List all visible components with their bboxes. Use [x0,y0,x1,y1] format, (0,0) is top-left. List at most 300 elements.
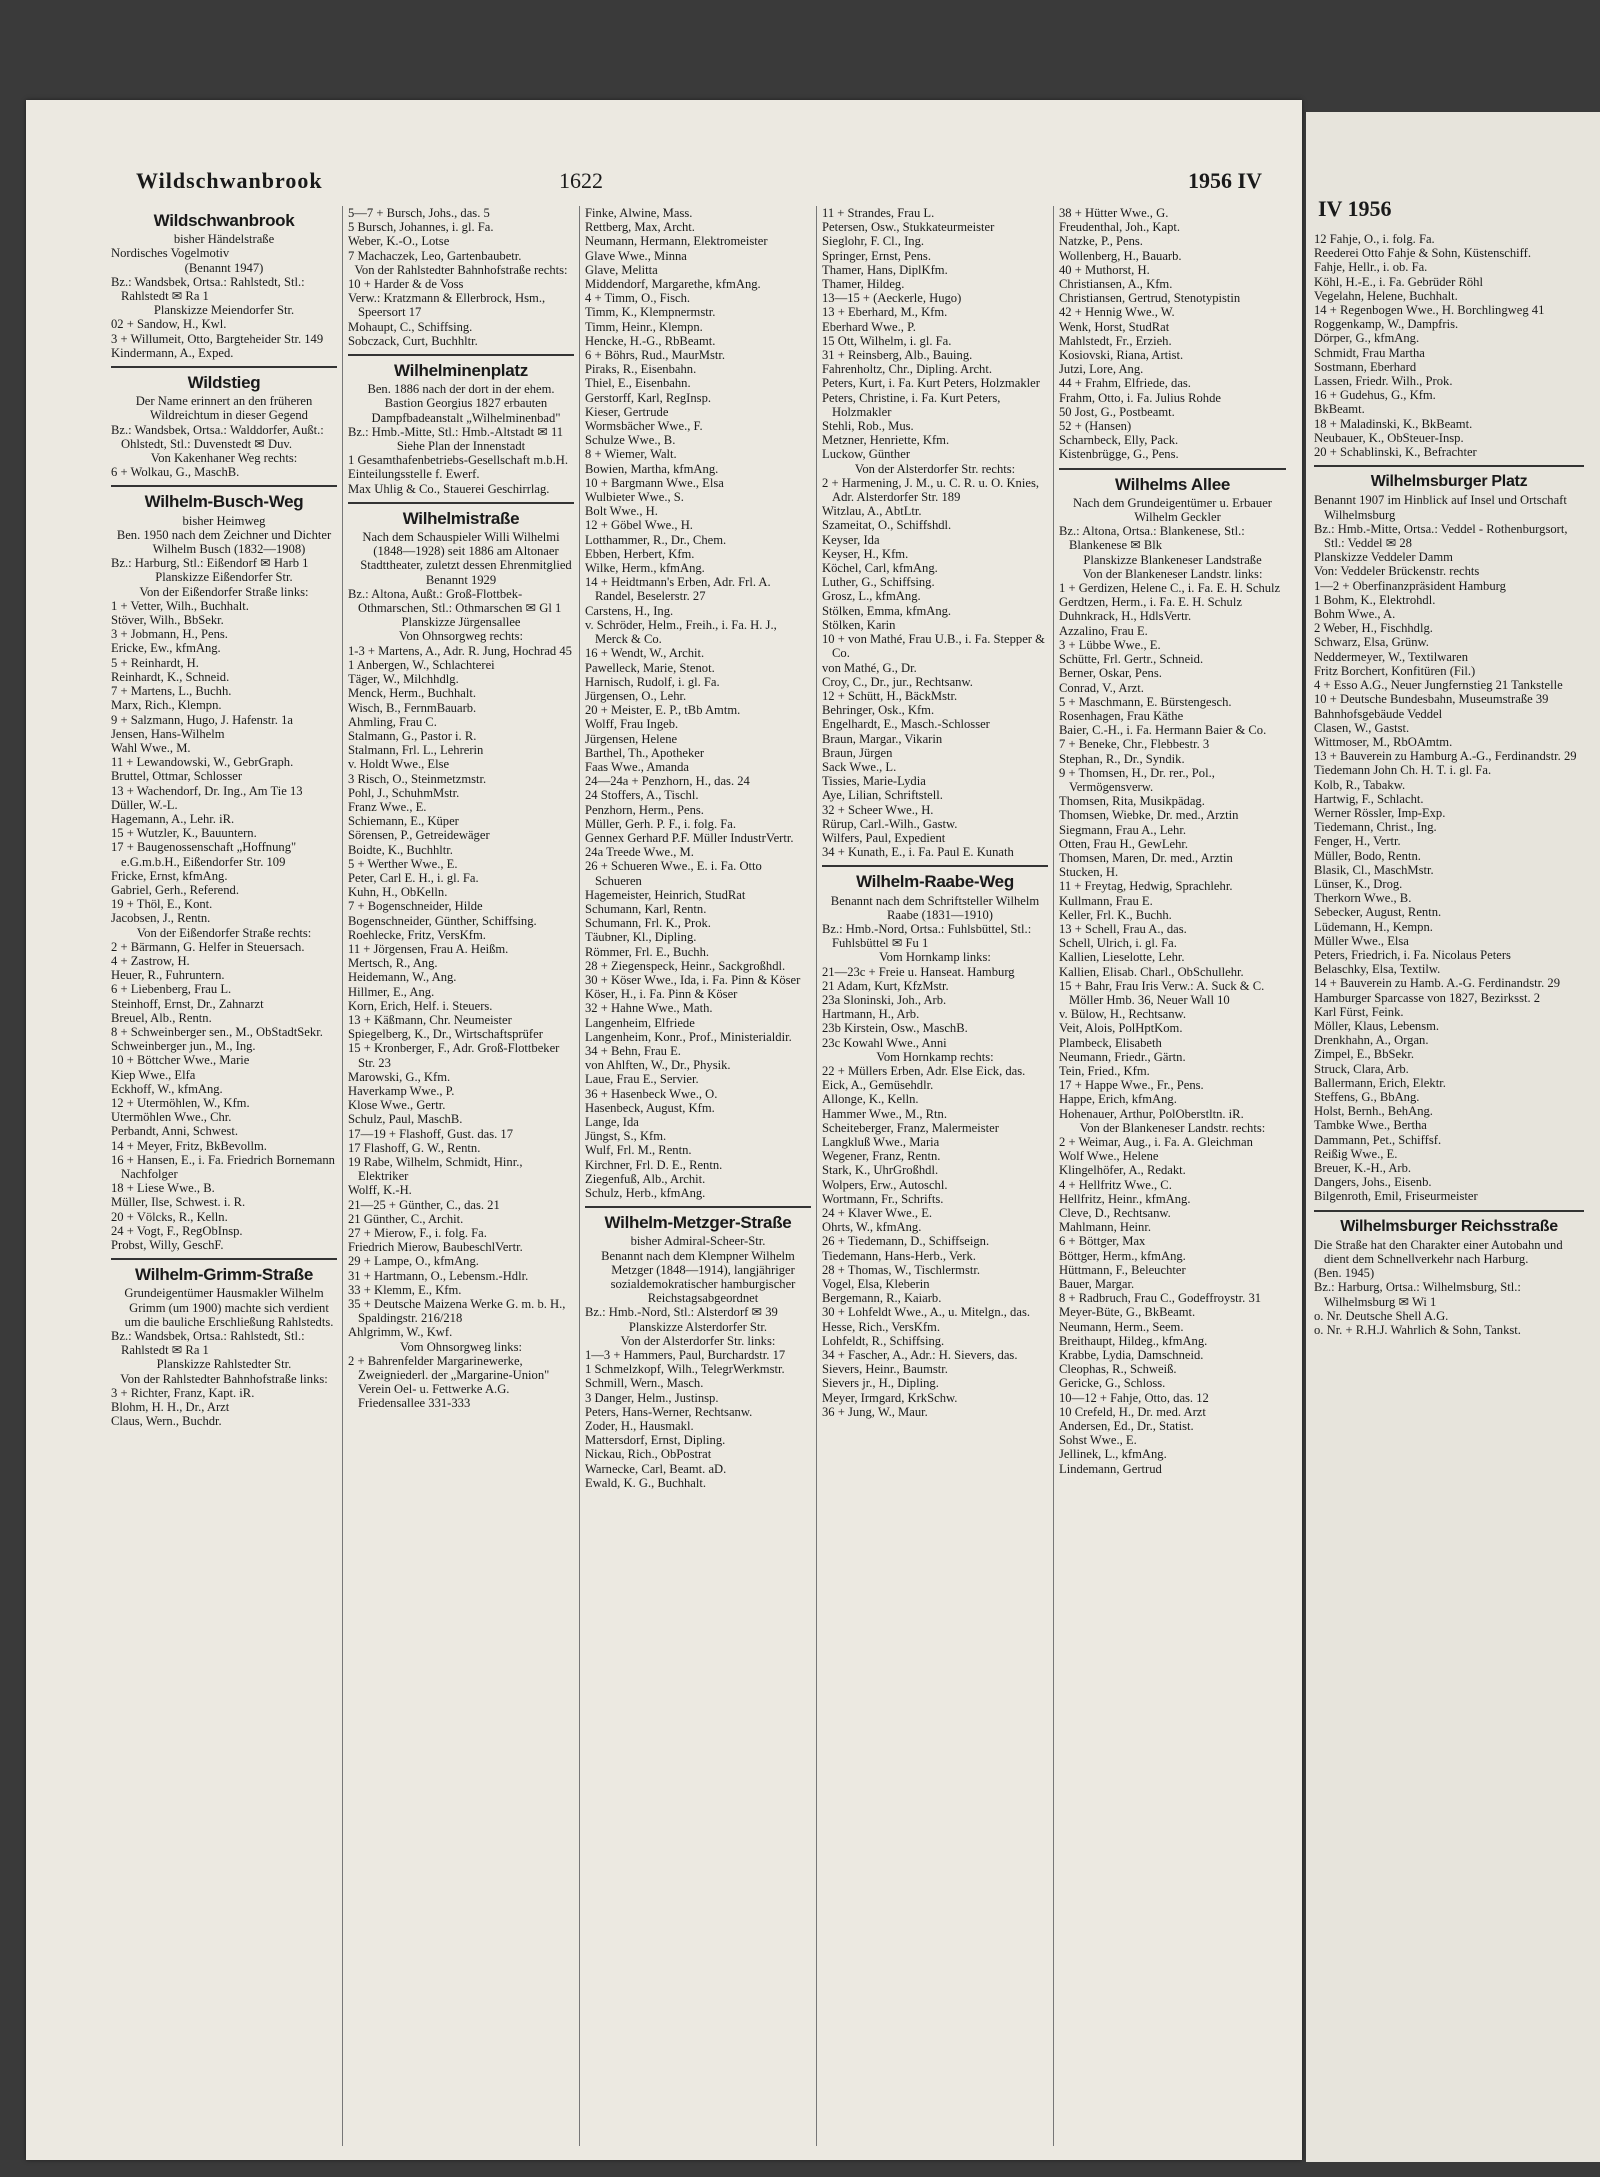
directory-entry: Hesse, Rich., VersKfm. [822,1319,940,1334]
directory-entry: Thomsen, Rita, Musikpädag. [1059,794,1205,809]
directory-entry: Planskizze Eißendorfer Str. [155,570,293,585]
directory-entry: Schumann, Karl, Rentn. [585,901,707,916]
street-heading: Wilhelminenplatz [394,361,528,381]
directory-column [106,206,343,2146]
street-heading: Wilhelmsburger Reichsstraße [1340,1217,1558,1235]
directory-entry: Täubner, Kl., Dipling. [585,930,697,945]
directory-entry: 21 Günther, C., Archit. [348,1211,464,1226]
directory-entry: Keller, Frl. K., Buchh. [1059,907,1172,922]
directory-entry: 20 + Meister, E. P., tBb Amtm. [585,703,741,718]
directory-entry: Timm, Heinr., Klempn. [585,319,703,334]
directory-entry: Köser, H., i. Fa. Pinn & Köser [585,987,738,1002]
directory-entry: Bahnhofsgebäude Veddel [1314,706,1443,721]
directory-entry: Steffens, G., BbAng. [1314,1089,1420,1104]
directory-entry: Steinhoff, Ernst, Dr., Zahnarzt [111,996,264,1011]
directory-entry: Benannt nach dem Klempner Wilhelm Metzger (1848—1914), langjähriger sozialdemokratischer hamburgischer Reichstagsabgeordnet [601,1248,796,1306]
directory-entry: 26 + Schueren Wwe., E. i. Fa. Otto Schueren [585,859,762,888]
directory-entry: Conrad, V., Arzt. [1059,680,1144,695]
directory-entry: 24 Stoffers, A., Tischl. [585,788,699,803]
directory-entry: Schiemann, E., Küper [348,814,459,829]
directory-entry: Spiegelberg, K., Dr., Wirtschaftsprüfer [348,1027,543,1042]
directory-entry: Probst, Willy, GeschF. [111,1238,224,1253]
directory-entry: Reißig Wwe., E. [1314,1146,1398,1161]
directory-entry: 15 + Wutzler, K., Bauuntern. [111,826,257,841]
directory-entry: 35 + Deutsche Maizena Werke G. m. b. H., Spaldingstr. 216/218 [348,1297,566,1326]
directory-entry: Bolt Wwe., H. [585,504,658,519]
street-heading: Wildschwanbrook [153,211,295,230]
street-heading: Wilhelmsburger Platz [1370,473,1528,491]
directory-entry: Bz.: Wandsbek, Ortsa.: Rahlstedt, Stl.: Rahlstedt ✉ Ra 1 [111,1329,305,1358]
directory-entry: Ewald, K. G., Buchhalt. [585,1475,707,1490]
directory-column [343,206,580,2146]
directory-entry: Happe, Erich, kfmAng. [1059,1092,1177,1107]
directory-entry: Peters, Friedrich, i. Fa. Nicolaus Peters [1314,947,1511,962]
directory-entry: Struck, Clara, Arb. [1314,1061,1409,1076]
directory-entry: Hartwig, F., Schlacht. [1314,791,1424,806]
directory-entry: Bowien, Martha, kfmAng. [585,461,719,476]
directory-entry: Von der Eißendorfer Straße rechts: [136,925,312,940]
directory-entry: Roehlecke, Fritz, VersKfm. [348,927,486,942]
directory-entry: 21—25 + Günther, C., das. 21 [348,1197,500,1212]
directory-entry: Schulz, Herb., kfmAng. [585,1186,706,1201]
directory-entry: Sieglohr, F. Cl., Ing. [822,234,925,249]
directory-entry: Stölken, Karin [822,617,896,632]
directory-entry: Lange, Ida [585,1115,639,1129]
directory-entry: Von der Eißendorfer Straße links: [139,584,309,599]
directory-entry: Plambeck, Elisabeth [1059,1035,1162,1050]
directory-entry: Neddermeyer, W., Textilwaren [1314,649,1469,664]
directory-entry: Baier, C.-H., i. Fa. Hermann Baier & Co. [1059,723,1267,738]
directory-entry: Köchel, Carl, kfmAng. [822,561,938,576]
directory-entry: Planskizze Rahlstedter Str. [156,1357,292,1372]
directory-entry: o. Nr. + R.H.J. Wahrlich & Sohn, Tankst. [1314,1323,1521,1338]
directory-entry: Natzke, P., Pens. [1059,234,1143,249]
directory-entry: Wulf, Frl. M., Rentn. [585,1143,692,1158]
directory-entry: Krabbe, Lydia, Damschneid. [1059,1348,1204,1363]
directory-entry: Thamer, Hans, DiplKfm. [822,262,948,277]
directory-entry: Franz Wwe., E. [348,799,427,814]
directory-entry: Frahm, Otto, i. Fa. Julius Rohde [1059,390,1221,405]
directory-entry: 12 + Göbel Wwe., H. [585,518,693,533]
directory-entry: Wilke, Herm., kfmAng. [585,561,705,576]
directory-entry: Bohm Wwe., A. [1314,607,1396,622]
page-left [26,100,1302,2160]
directory-entry: Wisch, B., FernmBauarb. [348,700,477,715]
directory-entry: Peters, Christine, i. Fa. Kurt Peters, Holzmakler [822,390,1001,419]
directory-entry: Hammer Wwe., M., Rtn. [822,1106,947,1121]
directory-entry: 7 + Bogenschneider, Hilde [348,899,483,914]
directory-entry: Carstens, H., Ing. [585,603,674,618]
directory-entry: Menck, Herm., Buchhalt. [348,686,477,701]
directory-entry: 4 + Esso A.G., Neuer Jungfernstieg 21 Tankstelle [1314,678,1563,693]
directory-entry: BkBeamt. [1314,402,1365,417]
directory-entry: Planskizze Veddeler Damm [1314,550,1453,565]
directory-entry: Planskizze Meiendorfer Str. [153,303,295,318]
directory-entry: 32 + Scheer Wwe., H. [822,802,934,817]
directory-entry: 17 + Baugenossenschaft „Hoffnung" e.G.m.b.H., Eißendorfer Str. 109 [111,840,297,869]
directory-entry: Heuer, R., Fuhruntern. [111,968,225,983]
directory-entry: Lindemann, Gertrud [1059,1461,1162,1476]
directory-entry: Breuel, Alb., Rentn. [111,1010,212,1025]
directory-entry: Langkluß Wwe., Maria [822,1135,940,1149]
directory-entry: Holst, Bernh., BehAng. [1314,1104,1433,1119]
directory-entry: Jutzi, Lore, Ang. [1059,362,1144,377]
directory-entry: Bz.: Altona, Außt.: Groß-Flottbek-Othmarschen, Stl.: Othmarschen ✉ Gl 1 [348,586,562,616]
directory-entry: Jellinek, L., kfmAng. [1059,1447,1167,1462]
directory-entry: 10 + Harder & de Voss [348,277,464,292]
directory-entry: Blohm, H. H., Dr., Arzt [111,1400,230,1415]
directory-entry: Mahlstedt, Fr., Erzieh. [1059,333,1172,348]
directory-entry: 17 + Happe Wwe., Fr., Pens. [1059,1078,1204,1093]
page-header [136,168,1282,198]
header-year: 1956 IV [1188,168,1262,193]
directory-entry: 14 + Meyer, Fritz, BkBevollm. [111,1138,267,1153]
directory-columns [106,206,1291,2146]
directory-entry: Kolb, R., Tabakw. [1314,777,1406,792]
directory-entry: Langenheim, Konr., Prof., Ministerialdir. [585,1029,792,1044]
directory-entry: Ahmling, Frau C. [348,714,437,729]
directory-entry: Neumann, Herm., Seem. [1059,1319,1184,1334]
directory-entry: Ben. 1886 nach der dort in der ehem. Bastion Georgius 1827 erbauten Dampfbadeanstalt „Wilhelminenbad" [367,382,561,425]
directory-entry: Gerstorff, Karl, RegInsp. [585,390,712,405]
directory-entry: Sohst Wwe., E. [1059,1433,1137,1448]
directory-entry: Hasenbeck, August, Kfm. [585,1100,715,1115]
directory-entry: 21 Adam, Kurt, KfzMstr. [822,978,949,993]
directory-entry: 28 + Thomas, W., Tischlermstr. [822,1262,981,1277]
section-divider [111,1258,337,1260]
directory-entry: Croy, C., Dr., jur., Rechtsanw. [822,674,973,689]
directory-entry: Tiedemann, Christ., Ing. [1314,820,1437,835]
directory-column [580,206,817,2146]
directory-entry: 3 + Willumeit, Otto, Bargteheider Str. 149 [111,331,324,346]
directory-entry: Lünser, K., Drog. [1314,876,1403,891]
directory-entry: Cleophas, R., Schweiß. [1059,1362,1177,1377]
directory-entry: Der Name erinnert an den früheren Wildreichtum in dieser Gegend [135,394,313,423]
directory-entry: 24—24a + Penzhorn, H., das. 24 [585,774,750,789]
directory-entry: Thomsen, Maren, Dr. med., Arztin [1059,850,1233,865]
directory-entry: Tiedemann, Hans-Herb., Verk. [822,1248,976,1263]
section-divider [348,502,574,504]
directory-entry: Perbandt, Anni, Schwest. [111,1124,238,1139]
directory-entry: 30 + Köser Wwe., Ida, i. Fa. Pinn & Köser [585,972,801,987]
directory-entry: 6 + Böhrs, Rud., MaurMstr. [585,348,726,363]
directory-entry: Lohfeldt, R., Schiffsing. [822,1333,945,1348]
directory-entry: Lotthammer, R., Dr., Chem. [585,532,727,547]
directory-entry: 7 + Beneke, Chr., Flebbestr. 3 [1059,737,1210,752]
directory-entry: 5 + Maschmann, E. Bürstengesch. [1059,694,1232,709]
directory-entry: Faas Wwe., Amanda [585,759,689,774]
section-divider [822,865,1048,867]
directory-entry: Luckow, Günther [822,447,911,462]
directory-entry: Vom Ohnsorgweg links: [400,1339,522,1354]
directory-entry: 11 + Lewandowski, W., GebrGraph. [111,755,294,770]
directory-entry: 23a Sloninski, Joh., Arb. [822,992,947,1007]
directory-entry: Korn, Erich, Helf. i. Steuers. [348,998,493,1013]
directory-entry: Ebben, Herbert, Kfm. [585,546,695,561]
directory-entry: Hagemann, A., Lehr. iR. [111,811,235,826]
directory-entry: Harnisch, Rudolf, i. gl. Fa. [585,674,720,689]
directory-entry: Sostmann, Eberhard [1314,359,1417,374]
directory-entry: 5 + Werther Wwe., E. [348,856,458,871]
directory-entry: Stark, K., UhrGroßhdl. [822,1163,939,1178]
directory-entry: Siegmann, Frau A., Lehr. [1059,822,1186,837]
street-heading: Wilhelm-Grimm-Straße [134,1265,314,1285]
directory-entry: Müller, Gerh. P. F., i. folg. Fa. [585,816,737,831]
directory-entry: Schmidt, Frau Martha [1314,345,1425,360]
directory-entry: Wolf Wwe., Helene [1059,1149,1159,1164]
directory-entry: Ballermann, Erich, Elektr. [1314,1075,1446,1090]
directory-entry: Veit, Alois, PolHptKom. [1059,1021,1183,1036]
directory-entry: Marx, Rich., Klempn. [111,698,222,713]
directory-entry: 4 + Timm, O., Fisch. [585,291,691,306]
directory-entry: 16 + Gudehus, G., Kfm. [1314,388,1436,403]
directory-entry: 3 Risch, O., Steinmetzmstr. [348,771,487,786]
directory-entry: 20 + Schablinski, K., Befrachter [1314,445,1477,460]
directory-entry: Bergemann, R., Kaiarb. [822,1291,942,1306]
directory-entry: Marowski, G., Kfm. [348,1069,451,1084]
directory-entry: 7 + Martens, L., Buchh. [111,684,232,699]
directory-entry: 02 + Sandow, H., Kwl. [111,317,227,332]
directory-entry: Kiep Wwe., Elfa [111,1067,196,1082]
directory-entry: Bauer, Margar. [1059,1277,1135,1292]
directory-entry: Duhnkrack, H., HdlsVertr. [1059,609,1192,624]
directory-entry: Freudenthal, Joh., Kapt. [1059,220,1181,235]
directory-entry: Rosenhagen, Frau Käthe [1059,708,1184,723]
directory-column [1054,206,1291,2146]
directory-entry: Düller, W.-L. [111,797,178,812]
directory-entry: Gerdtzen, Herm., i. Fa. E. H. Schulz [1059,595,1242,610]
directory-entry: 10 + von Mathé, Frau U.B., i. Fa. Stepper & Co. [822,632,1045,661]
directory-entry: Rürup, Carl.-Wilh., Gastw. [822,816,958,831]
directory-entry: Von der Alsterdorfer Str. links: [620,1333,776,1348]
directory-entry: 20 + Völcks, R., Kelln. [111,1209,228,1224]
directory-entry: Lassen, Friedr. Wilh., Prok. [1314,374,1453,389]
directory-entry: 1-3 + Martens, A., Adr. R. Jung, Hochrad 45 [348,643,572,658]
directory-entry: 12 Fahje, O., i. folg. Fa. [1314,232,1435,246]
directory-entry: Therkorn Wwe., B. [1314,891,1412,906]
directory-entry: 14 + Heidtmann's Erben, Adr. Frl. A. Randel, Beselerstr. 27 [585,575,771,604]
directory-entry: Belaschky, Elsa, Textilw. [1314,962,1441,977]
directory-entry: Grundeigentümer Hausmakler Wilhelm Grimm (um 1900) machte sich verdient um die bauliche Erschließung Rahlstedts. [124,1286,334,1329]
directory-entry: Timm, K., Klempnermstr. [585,305,716,320]
directory-entry: Von: Veddeler Brückenstr. rechts [1314,564,1480,579]
directory-entry: 16 + Wendt, W., Archit. [585,646,705,661]
directory-entry: 18 + Liese Wwe., B. [111,1181,215,1196]
directory-entry: 31 + Hartmann, O., Lebensm.-Hdlr. [348,1268,529,1283]
page2-header: IV 1956 [1318,196,1392,221]
directory-entry: 44 + Frahm, Elfriede, das. [1059,376,1191,391]
directory-entry: 29 + Lampe, O., kfmAng. [348,1254,479,1269]
directory-entry: Barthel, Th., Apotheker [585,745,705,760]
directory-entry: Tiedemann John Ch. H. T. i. gl. Fa. [1314,763,1492,778]
directory-entry: 8 + Wiemer, Walt. [585,447,677,462]
directory-entry: Schulz, Paul, MaschB. [348,1112,463,1127]
directory-entry: Jüngst, S., Kfm. [585,1129,667,1144]
directory-entry: v. Bülow, H., Rechtsanw. [1059,1007,1186,1022]
directory-entry: 6 + Liebenberg, Frau L. [111,982,232,997]
street-heading: Wilhelm-Metzger-Straße [604,1213,792,1233]
directory-entry: Szameitat, O., Schiffshdl. [822,518,952,533]
directory-entry: Kosiovski, Riana, Artist. [1059,348,1184,363]
directory-entry: 13 + Bauverein zu Hamburg A.-G., Ferdinandstr. 29 [1314,749,1577,764]
directory-entry: Langenheim, Elfriede [585,1015,695,1030]
directory-entry: Wenk, Horst, StudRat [1059,319,1170,334]
directory-entry: 10 Crefeld, H., Dr. med. Arzt [1059,1404,1206,1419]
directory-entry: Ohrts, W., kfmAng. [822,1220,922,1235]
directory-entry: Benannt 1907 im Hinblick auf Insel und Ortschaft Wilhelmsburg [1314,493,1567,522]
directory-entry: 33 + Klemm, E., Kfm. [348,1282,462,1297]
directory-entry: Mattersdorf, Ernst, Dipling. [585,1433,726,1448]
directory-entry: Bz.: Wandsbek, Ortsa.: Walddorfer, Außt.: Ohlstedt, Stl.: Duvenstedt ✉ Duv. [111,422,324,451]
directory-entry: Hüttmann, F., Beleuchter [1059,1262,1186,1277]
section-divider [111,485,337,487]
section-divider [585,1206,811,1208]
directory-entry: Peters, Hans-Werner, Rechtsanw. [585,1404,753,1419]
directory-entry: Stucken, H. [1059,865,1119,880]
directory-entry: Wahl Wwe., M. [111,740,191,755]
directory-entry: 40 + Muthorst, H. [1059,262,1150,277]
directory-entry: 1 Anbergen, W., Schlachterei [348,657,495,672]
directory-entry: von Ahlften, W., Dr., Physik. [585,1058,731,1073]
directory-entry: Reederei Otto Fahje & Sohn, Küstenschiff. [1314,246,1531,261]
directory-entry: Sievers jr., H., Dipling. [822,1376,939,1391]
directory-entry: 38 + Hütter Wwe., G. [1059,206,1169,220]
directory-entry: Werner Rössler, Imp-Exp. [1314,805,1446,820]
directory-entry: Glave, Melitta [585,262,658,277]
directory-entry: Scharnbeck, Elly, Pack. [1059,433,1179,448]
directory-entry: Ben. 1950 nach dem Zeichner und Dichter Wilhelm Busch (1832—1908) [116,527,332,557]
directory-entry: Ericke, Ew., kfmAng. [111,641,221,656]
directory-entry: Keyser, Ida [822,532,880,547]
directory-entry: Kullmann, Frau E. [1059,893,1153,908]
directory-entry: 6 + Wolkau, G., MaschB. [111,465,240,480]
directory-entry: Boidte, K., Buchhltr. [348,842,453,857]
directory-entry: 23c Kowahl Wwe., Anni [822,1035,947,1050]
directory-entry: Von der Rahlstedter Bahnhofstraße rechts: [354,262,568,277]
directory-entry: Stalmann, G., Pastor i. R. [348,728,477,743]
directory-entry: Laue, Frau E., Servier. [585,1072,699,1087]
directory-entry: Sack Wwe., L. [822,759,897,774]
directory-entry: Nach dem Schauspieler Willi Wilhelmi (1848—1928) seit 1886 am Altonaer Stadttheater, zuletzt dessen Ehrenmitglied [360,530,572,573]
directory-entry: 4 + Hellfritz Wwe., C. [1059,1177,1172,1192]
directory-entry: 13—15 + (Aeckerle, Hugo) [822,291,962,306]
directory-entry: Scheiteberger, Franz, Malermeister [822,1120,999,1135]
page2-column [1314,232,1584,1337]
directory-entry: Kallien, Lieselotte, Lehr. [1059,950,1185,965]
directory-entry: Springer, Ernst, Pens. [822,248,931,263]
directory-entry: 9 + Salzmann, Hugo, J. Hafenstr. 1a [111,712,293,727]
directory-entry: Mertsch, R., Ang. [348,956,438,971]
directory-entry: 16 + Hansen, E., i. Fa. Friedrich Bornemann Nachfolger [111,1152,335,1181]
directory-entry: Wolff, Frau Ingeb. [585,717,679,732]
directory-entry: 34 + Fascher, A., Adr.: H. Sievers, das. [822,1348,1018,1363]
directory-entry: Hartmann, H., Arb. [822,1007,920,1022]
directory-entry: Müller, Bodo, Rentn. [1314,848,1421,863]
directory-entry: Thamer, Hildeg. [822,277,905,292]
directory-entry: Gabriel, Gerh., Referend. [111,882,239,897]
directory-entry: Fricke, Ernst, kfmAng. [111,868,228,883]
directory-entry: Bz.: Hmb.-Mitte, Ortsa.: Veddel - Rothenburgsort, Stl.: Veddel ✉ 28 [1314,521,1568,551]
directory-entry: 10 + Böttcher Wwe., Marie [111,1053,250,1068]
directory-entry: Wegener, Franz, Rentn. [822,1149,941,1164]
directory-entry: Peters, Kurt, i. Fa. Kurt Peters, Holzmakler [822,376,1040,391]
directory-entry: Jensen, Hans-Wilhelm [111,726,225,741]
directory-entry: 34 + Kunath, E., i. Fa. Paul E. Kunath [822,845,1014,860]
directory-entry: Eckhoff, W., kfmAng. [111,1081,223,1096]
directory-entry: v. Schröder, Helm., Freih., i. Fa. H. J., Merck & Co. [585,617,777,647]
directory-entry: Stephan, R., Dr., Syndik. [1059,751,1185,766]
directory-entry: 1 Schmelzkopf, Wilh., TelegrWerkmstr. [585,1362,785,1377]
directory-entry: Gericke, G., Schloss. [1059,1376,1166,1391]
directory-entry: 26 + Tiedemann, D., Schiffseign. [822,1234,990,1249]
directory-entry: 14 + Regenbogen Wwe., H. Borchlingweg 41 [1314,303,1545,318]
directory-entry: Middendorf, Margarethe, kfmAng. [585,277,761,292]
directory-entry: Ziegenfuß, Alb., Archit. [585,1171,706,1186]
directory-entry: Von der Blankeneser Landstr. links: [1082,566,1263,581]
directory-entry: Sörensen, P., Getreidewäger [348,828,490,843]
directory-entry: v. Holdt Wwe., Else [348,757,450,772]
directory-entry: Bz.: Hmb.-Nord, Stl.: Alsterdorf ✉ 39 [585,1305,778,1320]
directory-entry: 18 + Maladinski, K., BkBeamt. [1314,416,1473,431]
directory-entry: Hamburger Sparcasse von 1827, Bezirksst. 2 [1314,990,1541,1005]
directory-entry: 3 + Jobmann, H., Pens. [111,627,228,642]
directory-entry: Jacobsen, J., Rentn. [111,911,211,926]
directory-entry: 2 Weber, H., Fischhdlg. [1314,621,1433,636]
directory-entry: Kieser, Gertrude [585,404,669,419]
directory-entry: Pawelleck, Marie, Stenot. [585,660,715,675]
section-divider [1314,465,1584,467]
directory-entry: 32 + Hahne Wwe., Math. [585,1001,713,1016]
directory-entry: 11 + Jörgensen, Frau A. Heißm. [348,941,509,956]
directory-entry: 13 + Wachendorf, Dr. Ing., Am Tie 13 [111,783,303,798]
directory-entry: Bz.: Altona, Ortsa.: Blankenese, Stl.: Blankenese ✉ Blk [1059,524,1245,553]
directory-entry: 36 + Hasenbeck Wwe., O. [585,1086,718,1101]
directory-entry: Meyer-Büte, G., BkBeamt. [1059,1305,1196,1320]
directory-entry: 12 + Utermöhlen, W., Kfm. [111,1095,250,1110]
directory-entry: Von Kakenhaner Weg rechts: [150,451,298,466]
directory-entry: Bogenschneider, Günther, Schiffsing. [348,913,537,928]
directory-entry: Eick, A., Gemüsehdlr. [822,1078,934,1093]
directory-entry: Köhl, H.-E., i. Fa. Gebrüder Röhl [1314,274,1483,289]
directory-entry: Lüdemann, H., Kempn. [1314,919,1433,934]
directory-entry: 19 + Thöl, E., Kont. [111,897,213,912]
directory-entry: 13 + Käßmann, Chr. Neumeister [348,1012,512,1027]
directory-entry: 27 + Mierow, F., i. folg. Fa. [348,1226,487,1241]
directory-entry: 3 Danger, Helm., Justinsp. [585,1390,719,1405]
directory-entry: (Benannt 1947) [184,260,264,275]
directory-entry: Wulbieter Wwe., S. [585,490,684,505]
directory-entry: Einteilungsstelle f. Ewerf. [348,467,480,482]
street-heading: Wildstieg [187,373,261,393]
directory-entry: Wollenberg, H., Bauarb. [1059,248,1182,263]
directory-entry: Braun, Margar., Vikarin [822,731,943,746]
directory-entry: Bruttel, Ottmar, Schlosser [111,769,243,784]
directory-entry: 28 + Ziegenspeck, Heinr., Sackgroßhdl. [585,958,786,973]
directory-entry: 1—3 + Hammers, Paul, Burchardstr. 17 [585,1348,786,1363]
directory-entry: 5 Bursch, Johannes, i. gl. Fa. [348,220,494,235]
directory-entry: Stalmann, Frl. L., Lehrerin [348,743,484,758]
section-divider [348,354,574,356]
directory-entry: 4 + Zastrow, H. [111,953,190,968]
directory-entry: Nickau, Rich., ObPostrat [585,1447,712,1462]
directory-column [817,206,1054,2146]
directory-entry: Müller, Ilse, Schwest. i. R. [111,1195,246,1210]
directory-entry: Jürgensen, Helene [585,731,678,746]
directory-entry: Römmer, Frl. E., Buchh. [585,944,710,959]
directory-entry: Friedrich Mierow, BaubeschlVertr. [348,1240,523,1255]
directory-entry: 1 + Gerdizen, Helene C., i. Fa. E. H. Schulz [1059,581,1281,596]
directory-entry: Tambke Wwe., Bertha [1314,1118,1427,1133]
